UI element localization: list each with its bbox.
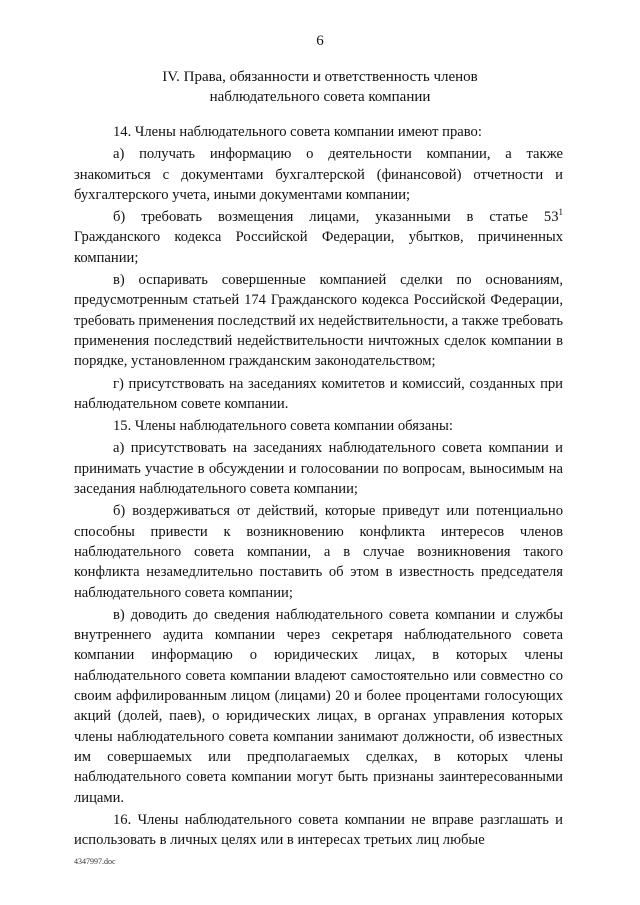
document-body [74, 122, 563, 852]
paragraph-14b-start: б) требовать возмещения лицами, указанными в статье 53 [113, 209, 559, 226]
paragraph-15a: а) присутствовать на заседаниях наблюдательного совета компании и принимать участие в обсуждении и голосовании по вопросам, выносимым на заседания наблюдательного совета компании; [74, 440, 563, 498]
paragraph-15: 15. Члены наблюдательного совета компании обязаны: [113, 418, 453, 435]
paragraph-16: 16. Члены наблюдательного совета компании не вправе разглашать и использовать в личных целях или в интересах третьих лиц любые [74, 811, 563, 849]
paragraph-15b: б) воздерживаться от действий, которые приведут или потенциально способны привести к возникновению конфликта интересов членов наблюдательного совета компании, а в случае возникновения такого конфликта незамедлительно поставить об этом в известность председателя наблюдательного совета компании; [74, 503, 563, 601]
paragraph-14a: а) получать информацию о деятельности компании, а также знакомиться с документами бухгалтерской (финансовой) отчетности и бухгалтерского учета, иными документами компании; [74, 146, 563, 203]
article-superscript: 1 [558, 207, 563, 218]
paragraph-14b [74, 207, 563, 268]
section-heading-line-1: IV. Права, обязанности и ответственность членов [162, 69, 478, 85]
section-heading-line-2: наблюдательного совета компании [209, 89, 431, 105]
paragraph-14: 14. Члены наблюдательного совета компании имеют право: [113, 124, 482, 140]
paragraph-14d: г) присутствовать на заседаниях комитетов и комиссий, созданных при наблюдательном совете компании. [74, 375, 563, 412]
paragraph-15c: в) доводить до сведения наблюдательного совета компании и службы внутреннего аудита компании через секретаря наблюдательного совета компании информацию о юридических лицах, в которых члены наблюдательного совета компании владеют самостоятельно или совместно со своим аффилированным лицом (лицами) 20 и более процентами голосующих акций (долей, паев), о юридических лицах, в органах управления которых члены наблюдательного совета компании занимают должности, об известных им совершаемых или предполагаемых сделках, в которых члены наблюдательного совета компании могут быть признаны заинтересованными лицами. [74, 606, 563, 806]
document-file-id: 4347997.doc [74, 857, 116, 866]
paragraph-14c: в) оспаривать совершенные компанией сделки по основаниям, предусмотренным статьей 174 Гражданского кодекса Российской Федерации, требовать применения последствий их недействительности, а также требовать применения последствий недействительности ничтожных сделок компании в порядке, установленном гражданским законодательством; [74, 272, 563, 370]
page-number: 6 [316, 33, 324, 49]
section-heading [60, 67, 580, 107]
paragraph-14b-end: Гражданского кодекса Российской Федерации, убытков, причиненных компании; [74, 229, 563, 266]
